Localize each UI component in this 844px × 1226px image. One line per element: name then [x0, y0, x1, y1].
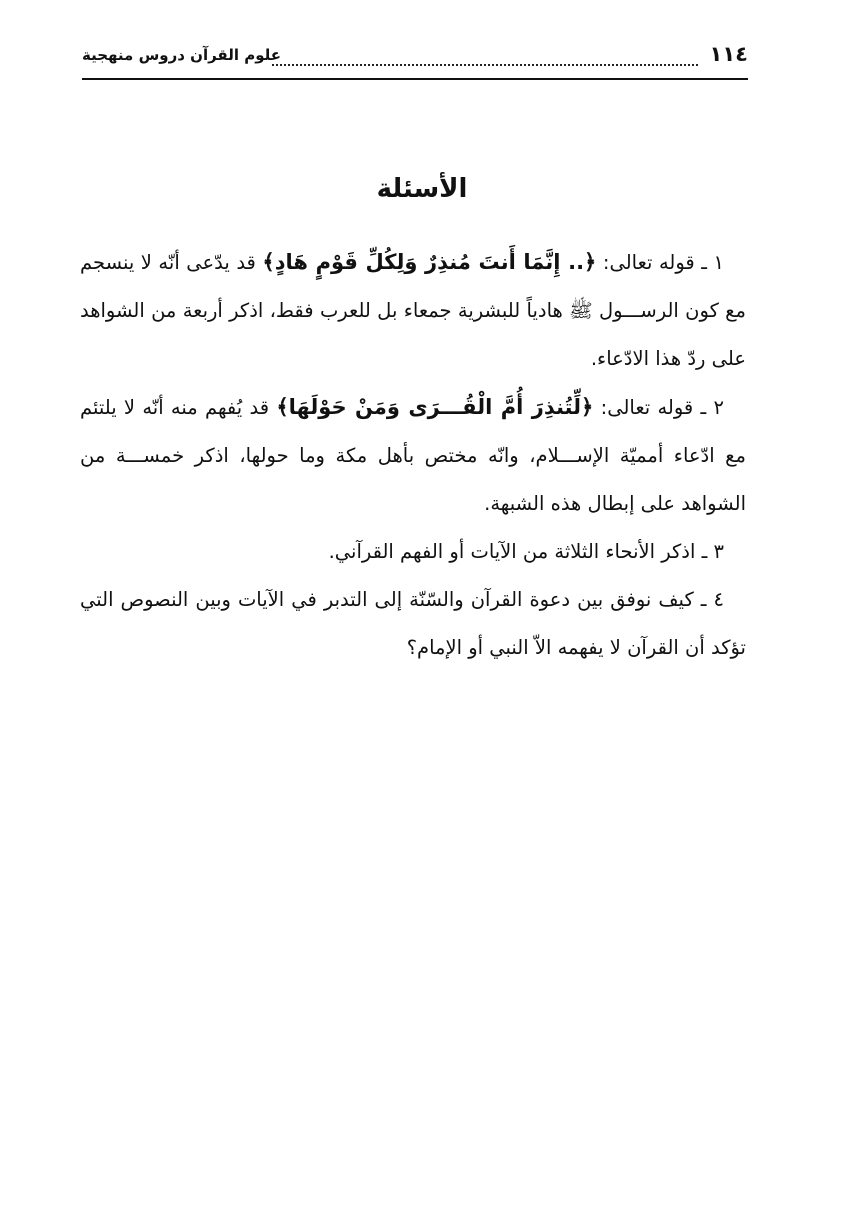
quran-verse: ﴿لِّتُنذِرَ أُمَّ الْقُـــرَى وَمَنْ حَوْلَهَا﴾	[276, 395, 594, 419]
question-number: ٤ ـ	[700, 588, 724, 611]
question-body: قد يُفهم منه أنّه لا يلتئم مع ادّعاء أمميّة الإســـلام، وانّه مختص بأهل مكة وما حولها، اذكر خمســـة من الشواهد على إبطال هذه الشبهة.	[80, 396, 746, 515]
question-body: قد يدّعى أنّه لا ينسجم مع كون الرســـول ﷺ هادياً للبشرية جمعاء بل للعرب فقط، اذكر أربعة من الشواهد على ردّ هذا الادّعاء.	[80, 251, 746, 370]
question-number: ٣ ـ	[701, 540, 724, 563]
question-item-1	[80, 238, 746, 383]
question-lead: قوله تعالى:	[600, 396, 694, 419]
section-title: الأسئلة	[376, 174, 468, 204]
question-body: كيف نوفق بين دعوة القرآن والسّنّة إلى التدبر في الآيات وبين النصوص التي تؤكد أن القرآن لا يفهمه الاّ النبي أو الإمام؟	[80, 588, 746, 659]
page-header	[82, 40, 748, 80]
question-item-3	[80, 528, 746, 576]
header-rule	[82, 78, 748, 80]
question-body: اذكر الأنحاء الثلاثة من الآيات أو الفهم القرآني.	[328, 540, 696, 563]
quran-verse: ﴿.. إِنَّمَا أَنتَ مُنذِرٌ وَلِكُلِّ قَوْمٍ هَادٍ﴾	[262, 250, 597, 274]
question-item-4	[80, 576, 746, 672]
question-lead: قوله تعالى:	[602, 251, 695, 274]
dotted-leader	[272, 64, 698, 66]
running-title: علوم القرآن دروس منهجية	[82, 46, 281, 64]
page-number: ١١٤	[709, 42, 748, 66]
question-number: ٢ ـ	[700, 396, 725, 419]
question-item-2	[80, 383, 746, 528]
question-number: ١ ـ	[701, 251, 725, 274]
questions-list	[80, 238, 746, 672]
